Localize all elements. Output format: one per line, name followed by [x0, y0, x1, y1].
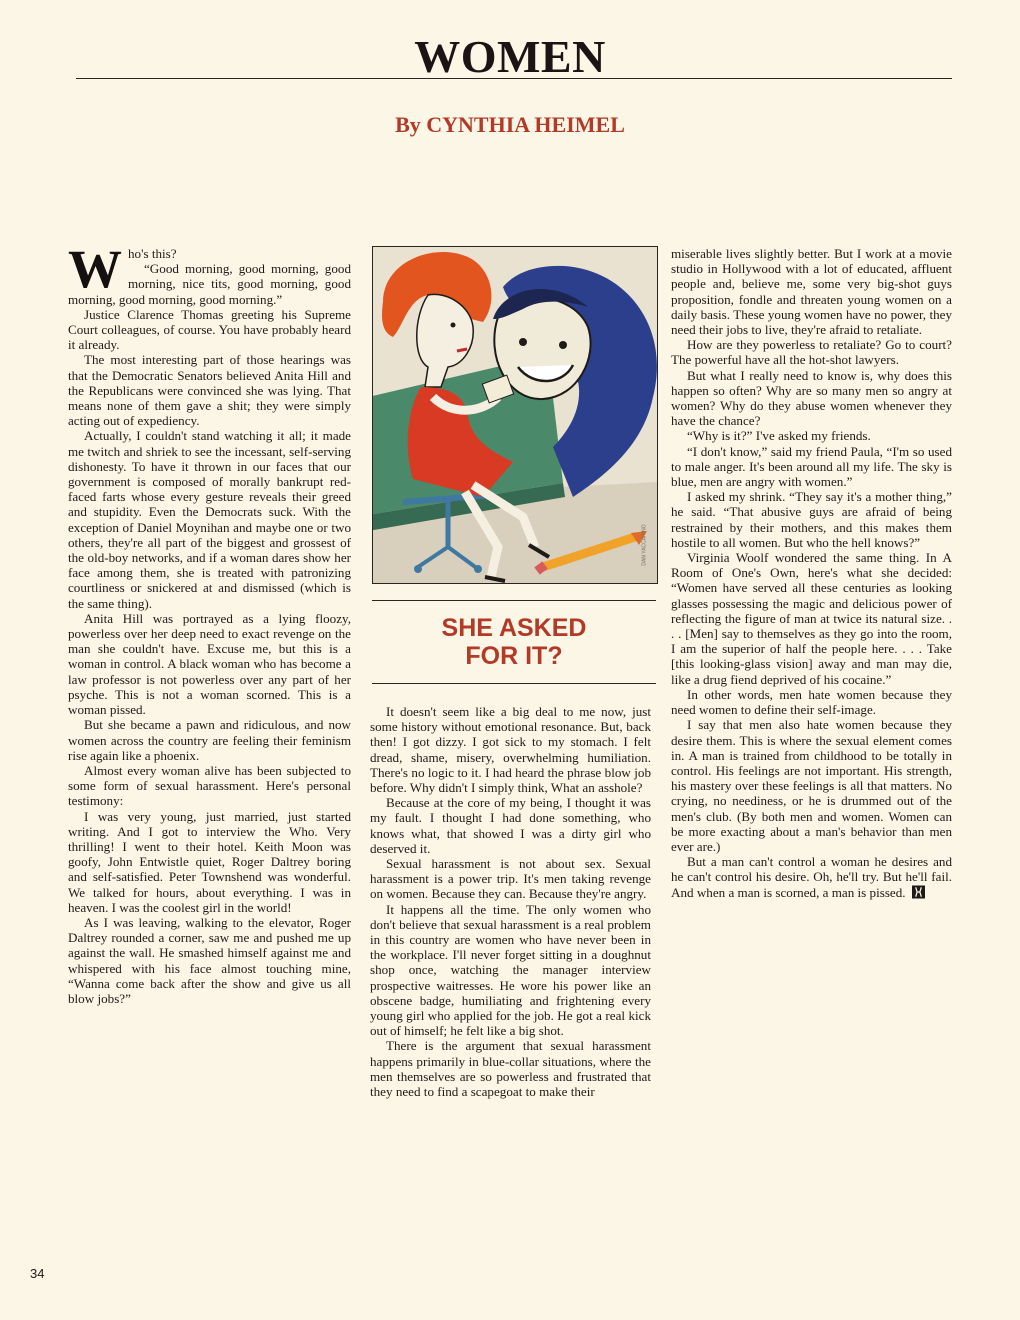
playboy-rabbit-icon	[912, 885, 925, 899]
article-paragraph: miserable lives slightly better. But I work at a movie studio in Hollywood with a lot of educated, affluent people and, believe me, some very big-shot guys proposition, fondle and threaten young women on a daily basis. These young women have no power, they need their jobs to live, they're afraid to retaliate.	[671, 246, 952, 338]
page-number: 34	[30, 1266, 45, 1281]
article-column-3	[671, 246, 952, 900]
article-paragraph: I say that men also hate women because they desire them. This is where the sexual element comes in. A man is trained from childhood to be totally in control. His feelings are not important. His strength, his mastery over these feelings is all that matters. No crying, no neediness, or he is drummed out of the men's club. (By both men and women. Women can be more exacting about a man's behavior than men ever are.)	[671, 717, 952, 854]
article-paragraph: But what I really need to know is, why does this happen so often? Why are so many men so angry at women? Why do they abuse women whenever they have the chance?	[671, 367, 952, 429]
article-paragraph: As I was leaving, walking to the elevator, Roger Daltrey rounded a corner, saw me and pushed me up against the wall. He smashed himself against me and whispered with his face almost touching mine, “Wanna come back after the show and give us all blow jobs?”	[68, 914, 351, 1006]
drop-cap: W	[68, 239, 122, 299]
sidebar-title-line: FOR IT?	[465, 642, 563, 670]
article-paragraph: How are they powerless to retaliate? Go to court? The powerful have all the hot-shot lawyers.	[671, 337, 952, 368]
article-paragraph: Who's this?	[68, 239, 177, 299]
article-paragraph: But she became a pawn and ridiculous, and now women across the country are feeling their feminism rise again like a phoenix.	[68, 717, 351, 763]
article-illustration	[372, 246, 658, 584]
illustration-credit: DAN YACCARINO	[641, 524, 648, 566]
article-paragraph: Virginia Woolf wondered the same thing. In A Room of One's Own, here's what she decided: “Women have served all these centuries as looking glasses possessing the magic and delicious power of reflecting the figure of man at twice its natural size. . . . [Men] say to themselves as they go into the room, I am the superior of half the people here. . . . Take [this looking-glass vision] away and man may die, like a drug fiend deprived of his cocaine.”	[671, 550, 952, 687]
article-paragraph: There is the argument that sexual harassment happens primarily in blue-collar situations, where the men themselves are so powerless and frustrated that they need to find a scapegoat to make their	[370, 1038, 651, 1100]
article-paragraph: The most interesting part of those hearings was that the Democratic Senators believed Anita Hill and the Republicans were convinced she was lying. That means none of them gave a shit; they were simply acting out of expediency.	[68, 352, 351, 429]
article-column-1	[68, 239, 351, 1006]
sidebar-rule-top	[372, 600, 656, 601]
article-paragraph: But a man can't control a woman he desires and he can't control his desire. Oh, he'll try. But he'll fail. And when a man is scorned, a man is pissed.	[671, 854, 952, 900]
article-paragraph: “Good morning, good morning, good morning, nice tits, good morning, good morning, good morning, good morning.”	[68, 261, 351, 307]
article-column-2	[370, 704, 651, 1099]
byline: By CYNTHIA HEIMEL	[395, 112, 625, 137]
article-paragraph: Because at the core of my being, I thought it was my fault. I thought I had done something, who knows what, that showed I was a dirty girl who deserved it.	[370, 795, 651, 856]
article-paragraph: In other words, men hate women because they need women to define their self-image.	[671, 686, 952, 718]
article-paragraph: It happens all the time. The only women who don't believe that sexual harassment is a real problem in this country are women who have never been in the workplace. I'll never forget sitting in a doughnut shop once, watching the manager interview prospective waitresses. He wore his power like an obscene badge, humiliating and frightening every young girl who applied for the job. He got a real kick out of himself; he felt like a big shot.	[370, 901, 651, 1039]
article-paragraph: Actually, I couldn't stand watching it all; it made me twitch and shriek to see the incessant, self-serving dishonesty. To have it thrown in our faces that our government is composed of morally bankrupt red-faced farts whose every gesture reveals their greed and stupidity. Even the Democrats suck. With the exception of Daniel Moynihan and maybe one or two others, they're all part of the biggest and grossest of the old-boy networks, and if a woman dares show her face among them, she is treated with patronizing courtliness or snickered at and dismissed (which is the same thing).	[68, 428, 351, 611]
sidebar-title-line: SHE ASKED	[441, 614, 587, 642]
article-paragraph: Anita Hill was portrayed as a lying floozy, powerless over her deep need to exact revenge on the man she couldn't have. Excuse me, but this is a woman in control. A black woman who has become a law professor is not powerless over any part of her psyche. This is not a woman scorned. This is a woman pissed.	[68, 610, 351, 718]
sidebar-rule-bottom	[372, 683, 656, 684]
article-paragraph: “I don't know,” said my friend Paula, “I'm so used to male anger. It's been around all my life. The sky is blue, men are angry with women.”	[671, 443, 952, 490]
title-rule	[76, 78, 952, 79]
sidebar-title	[372, 614, 656, 670]
article-paragraph: I was very young, just married, just started writing. And I got to interview the Who. Very thrilling! I went to their hotel. Keith Moon was goofy, John Entwistle quiet, Roger Daltrey boring and self-satisfied. Peter Townshend was wonderful. We talked for hours, about everything. I was in heaven. I was the coolest girl in the world!	[68, 808, 351, 915]
article-paragraph: Almost every woman alive has been subjected to some form of sexual harassment. Here's personal testimony:	[68, 762, 351, 809]
article-paragraph: It doesn't seem like a big deal to me now, just some history without emotional resonance. But, back then! I got dizzy. I got sick to my stomach. I felt dread, shame, misery, overwhelming humiliation. There's no logic to it. I had heard the phrase blow job before. Why didn't I simply think, What an asshole?	[370, 704, 651, 796]
article-paragraph: “Why is it?” I've asked my friends.	[687, 428, 871, 444]
page-title: WOMEN	[414, 31, 606, 82]
article-paragraph: Sexual harassment is not about sex. Sexual harassment is a power trip. It's men taking revenge on women. Because they can. Because they're angry.	[370, 856, 651, 902]
article-paragraph: Justice Clarence Thomas greeting his Supreme Court colleagues, of course. You have probably heard it already.	[68, 306, 351, 353]
article-paragraph: I asked my shrink. “They say it's a mother thing,” he said. “That abusive guys are afraid of being restrained by their mothers, and this makes them hostile to all women. But who the hell knows?”	[671, 489, 952, 550]
illustration-artwork	[373, 247, 657, 583]
